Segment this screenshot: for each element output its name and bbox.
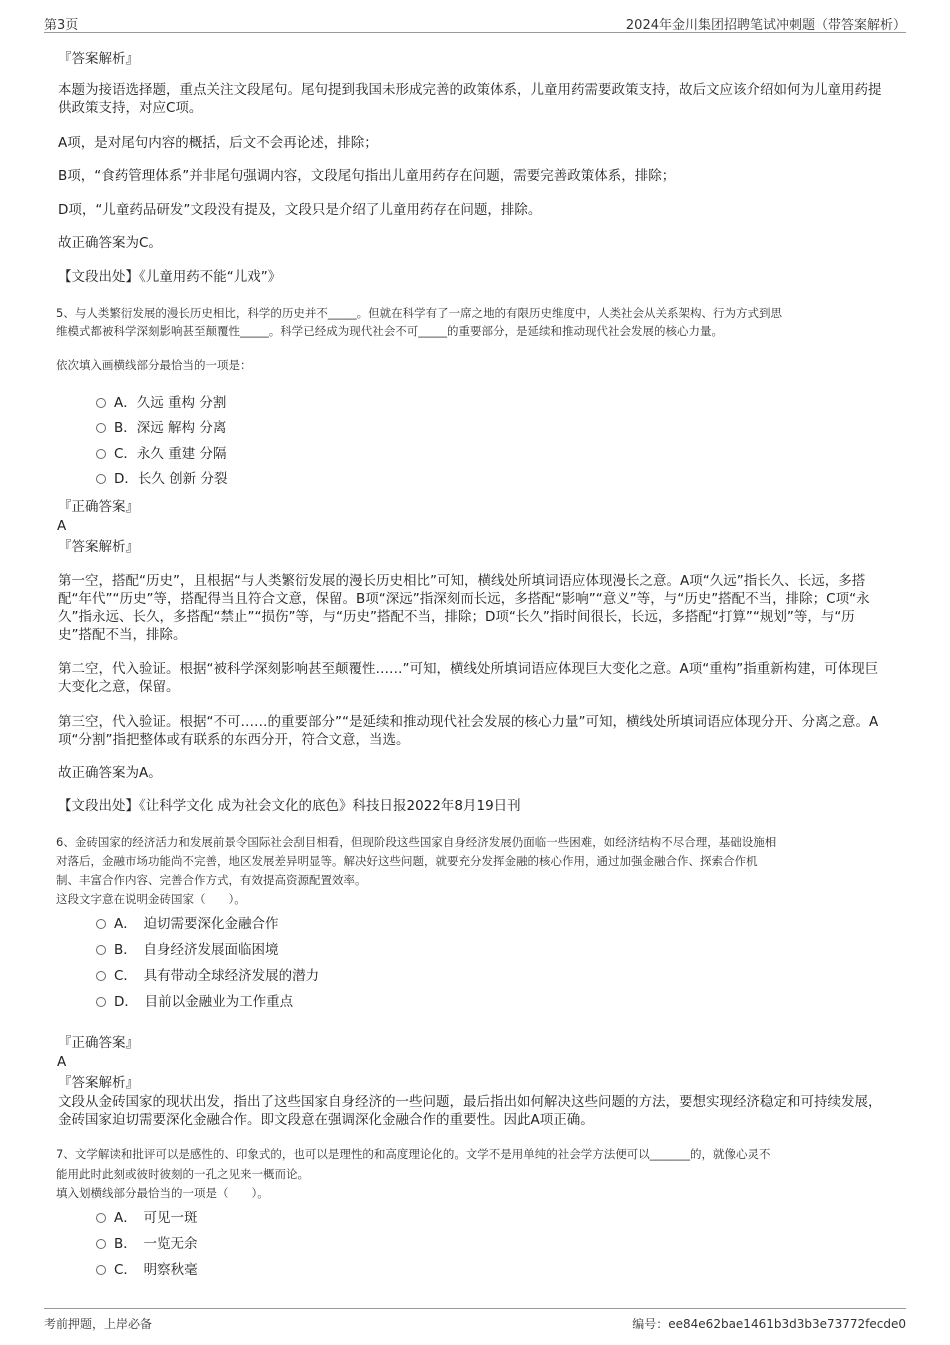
radio-icon[interactable] xyxy=(96,997,106,1007)
footer-divider xyxy=(44,1308,906,1309)
q7-option-a[interactable]: A． 可见一斑 xyxy=(96,1209,198,1227)
radio-icon[interactable] xyxy=(96,449,106,459)
header-divider xyxy=(44,32,906,33)
q4-conclusion: 故正确答案为C。 xyxy=(58,235,162,251)
q5-stem-line-2: 维模式都被科学深刻影响甚至颠覆性_____。科学已经成为现代社会不可_____的重要部分，是延续和推动现代社会发展的核心力量。 xyxy=(56,324,723,338)
q5-stem-line-1: 5、与人类繁衍发展的漫长历史相比，科学的历史并不_____。但就在科学有了一席之地的有限历史维度中，人类社会从关系架构、行为方式到思 xyxy=(56,306,783,320)
q7-stem-line-2: 能用此时此刻或彼时彼刻的一孔之见来一概而论。 xyxy=(56,1167,309,1181)
q6-option-a[interactable]: A． 迫切需要深化金融合作 xyxy=(96,915,279,933)
q5-conclusion: 故正确答案为A。 xyxy=(58,765,162,781)
q6-stem-line-3: 制、丰富合作内容、完善合作方式，有效提高资源配置效率。 xyxy=(56,873,367,887)
page-number: 第3页 xyxy=(44,18,79,33)
q5-option-a[interactable]: A．久远 重构 分割 xyxy=(96,394,226,412)
q6-analysis: 文段从金砖国家的现状出发，指出了这些国家自身经济的一些问题，最后指出如何解决这些问题的方法，要想实现经济稳定和可持续发展，金砖国家迫切需要深化金融合作。即文段意在强调深化金融合作的重要性。因此A项正确。 xyxy=(58,1094,882,1128)
document-title: 2024年金川集团招聘笔试冲刺题（带答案解析） xyxy=(625,18,906,33)
q5-analysis-blank-1: 第一空，搭配“历史”，且根据“与人类繁衍发展的漫长历史相比”可知，横线处所填词语应体现漫长之意。A项“久远”指长久、长远，多搭配“年代”“历史”等，搭配得当且符合文意，保留。B项“深远”指深刻而长远，多搭配“影响”“意义”等，与“历史”搭配不当，排除；C项“永久”指永远、长久，多搭配“禁止”“损伤”等，与“历史”搭配不当，排除；D项“长久”指时间很长，长远，多搭配“打算”“规划”等，与“历史”搭配不当，排除。 xyxy=(58,573,870,643)
q5-option-d[interactable]: D．长久 创新 分裂 xyxy=(96,470,227,488)
q6-option-d[interactable]: D． 目前以金融业为工作重点 xyxy=(96,993,293,1011)
radio-icon[interactable] xyxy=(96,474,106,484)
radio-icon[interactable] xyxy=(96,398,106,408)
radio-icon[interactable] xyxy=(96,945,106,955)
q4-source: 【文段出处】《儿童用药不能“儿戏”》 xyxy=(58,269,282,285)
q4-option-d-analysis: D项，“儿童药品研发”文段没有提及，文段只是介绍了儿童用药存在问题，排除。 xyxy=(58,202,542,218)
q7-option-b[interactable]: B． 一览无余 xyxy=(96,1235,198,1253)
q6-stem-line-2: 对落后，金融市场功能尚不完善，地区发展差异明显等。解决好这些问题，就要充分发挥金融的核心作用，通过加强金融合作、探索合作机 xyxy=(56,854,758,868)
q6-correct-answer-label: 『正确答案』 xyxy=(58,1035,139,1051)
q7-option-c[interactable]: C． 明察秋毫 xyxy=(96,1261,198,1279)
radio-icon[interactable] xyxy=(96,423,106,433)
radio-icon[interactable] xyxy=(96,971,106,981)
footer-slogan: 考前押题，上岸必备 xyxy=(44,1317,153,1331)
q4-analysis-label: 『答案解析』 xyxy=(58,51,139,67)
q6-analysis-label: 『答案解析』 xyxy=(58,1075,139,1091)
q4-analysis-paragraph: 本题为接语选择题，重点关注文段尾句。尾句提到我国未形成完善的政策体系，儿童用药需要政策支持，故后文应该介绍如何为儿童用药提供政策支持，对应C项。 xyxy=(58,82,882,116)
q6-option-b[interactable]: B． 自身经济发展面临困境 xyxy=(96,941,279,959)
q5-option-b[interactable]: B．深远 解构 分离 xyxy=(96,419,226,437)
q5-prompt: 依次填入画横线部分最恰当的一项是： xyxy=(56,358,252,372)
q7-prompt: 填入划横线部分最恰当的一项是（ ）。 xyxy=(56,1186,269,1200)
q4-option-a-analysis: A项，是对尾句内容的概括，后文不会再论述，排除； xyxy=(58,135,378,151)
q6-prompt: 这段文字意在说明金砖国家（ ）。 xyxy=(56,892,246,906)
q5-analysis-blank-3: 第三空，代入验证。根据“不可……的重要部分”“是延续和推动现代社会发展的核心力量”可知，横线处所填词语应体现分开、分离之意。A项“分割”指把整体或有联系的东西分开，符合文意，当选。 xyxy=(58,714,879,748)
q4-option-b-analysis: B项，“食药管理体系”并非尾句强调内容，文段尾句指出儿童用药存在问题，需要完善政策体系，排除； xyxy=(58,168,676,184)
q6-option-c[interactable]: C． 具有带动全球经济发展的潜力 xyxy=(96,967,319,985)
radio-icon[interactable] xyxy=(96,1213,106,1223)
q6-correct-answer: A xyxy=(57,1054,67,1070)
q6-stem-line-1: 6、金砖国家的经济活力和发展前景令国际社会刮目相看，但现阶段这些国家自身经济发展仍面临一些困难，如经济结构不尽合理，基础设施相 xyxy=(56,835,777,849)
q5-analysis-blank-2: 第二空，代入验证。根据“被科学深刻影响甚至颠覆性……”可知，横线处所填词语应体现巨大变化之意。A项“重构”指重新构建，可体现巨大变化之意，保留。 xyxy=(58,661,879,695)
q5-option-c[interactable]: C．永久 重建 分隔 xyxy=(96,445,227,463)
radio-icon[interactable] xyxy=(96,1239,106,1249)
document-id: 编号：ee84e62bae1461b3d3b3e73772fecde0 xyxy=(632,1317,906,1331)
q5-source: 【文段出处】《让科学文化 成为社会文化的底色》科技日报2022年8月19日刊 xyxy=(58,798,521,814)
q7-stem-line-1: 7、文学解读和批评可以是感性的、印象式的，也可以是理性的和高度理论化的。文学不是用单纯的社会学方法便可以_______的，就像心灵不 xyxy=(56,1147,771,1161)
q5-correct-answer: A xyxy=(57,518,67,534)
q5-correct-answer-label: 『正确答案』 xyxy=(58,499,139,515)
radio-icon[interactable] xyxy=(96,1265,106,1275)
radio-icon[interactable] xyxy=(96,919,106,929)
q5-analysis-label: 『答案解析』 xyxy=(58,539,139,555)
